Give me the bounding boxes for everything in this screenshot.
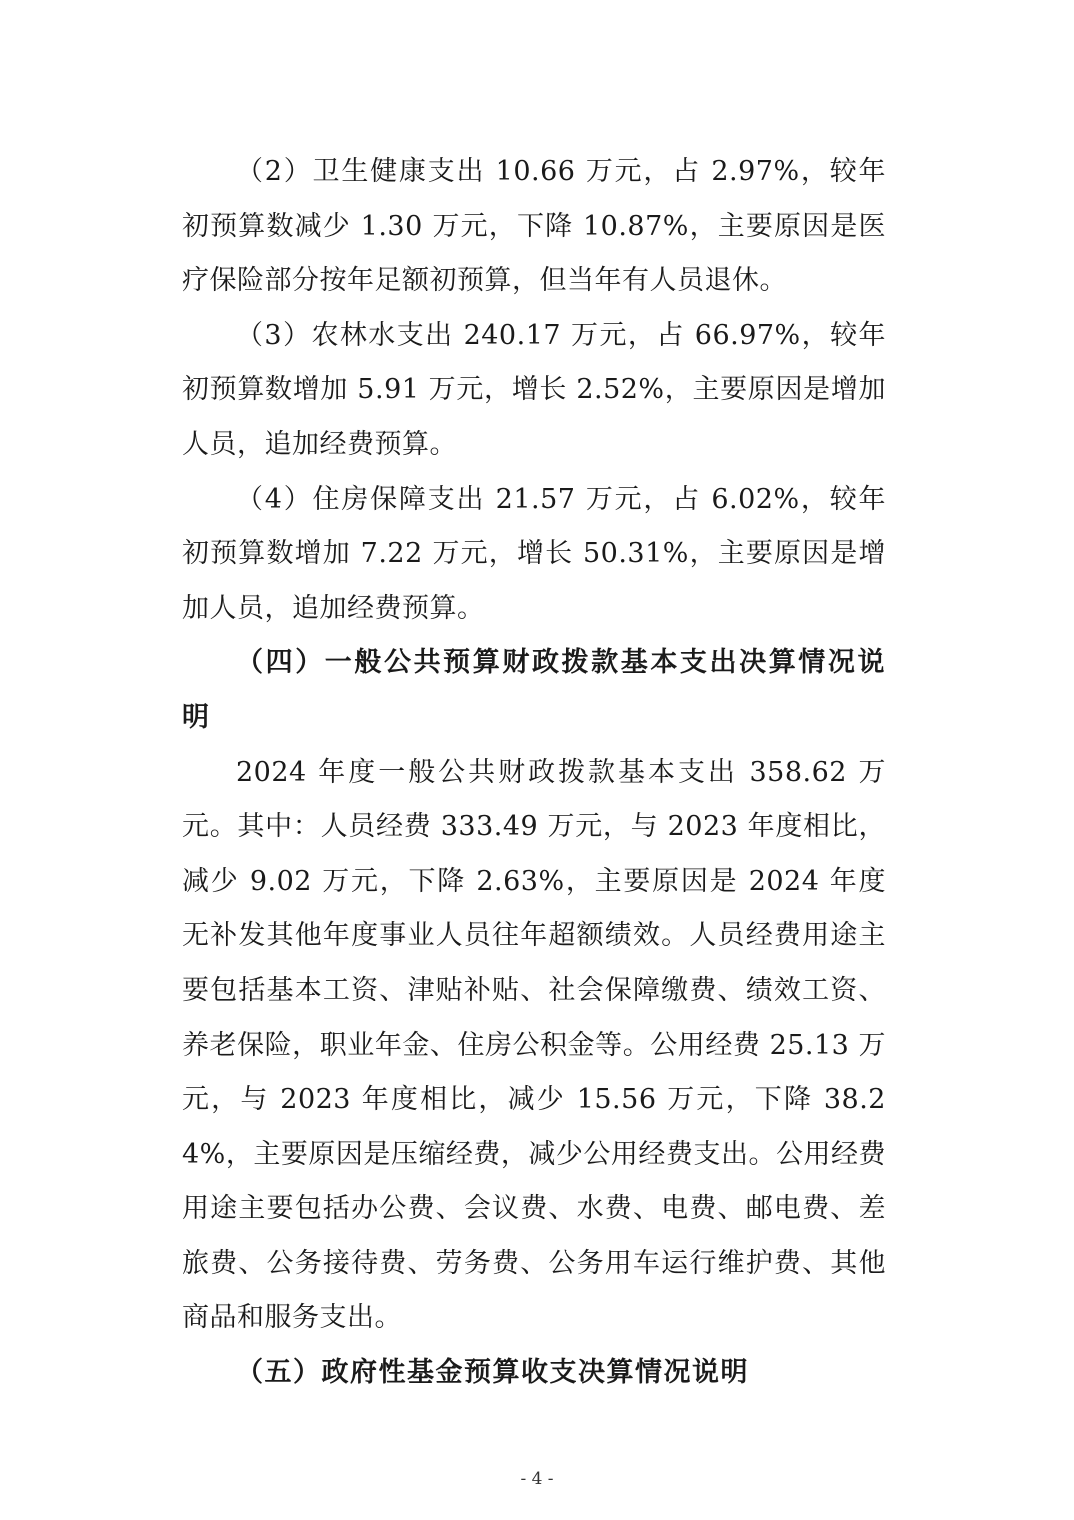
section-heading-basic-expenditure: （四）一般公共预算财政拨款基本支出决算情况说明 xyxy=(182,647,886,733)
section-heading-government-fund: （五）政府性基金预算收支决算情况说明 xyxy=(236,1357,749,1389)
page-number: - 4 - xyxy=(520,1469,554,1489)
paragraph-health-expenditure: （2）卫生健康支出 10.66 万元，占 2.97%，较年初预算数减少 1.30 万元，下降 10.87%，主要原因是医疗保险部分按年足额初预算，但当年有人员退休。 xyxy=(182,156,886,297)
paragraph-agriculture-expenditure: （3）农林水支出 240.17 万元，占 66.97%，较年初预算数增加 5.91 万元，增长 2.52%，主要原因是增加人员，追加经费预算。 xyxy=(182,319,886,460)
body-text xyxy=(182,145,886,1401)
paragraph-housing-expenditure: （4）住房保障支出 21.57 万元，占 6.02%，较年初预算数增加 7.22 万元，增长 50.31%，主要原因是增加人员，追加经费预算。 xyxy=(182,483,886,624)
paragraph-basic-expenditure-detail: 2024 年度一般公共财政拨款基本支出 358.62 万元。其中：人员经费 333.49 万元，与 2023 年度相比，减少 9.02 万元，下降 2.63%，主要原因是 2024 年度无补发其他年度事业人员往年超额绩效。人员经费用途主要包括基本工资、津贴补贴、社会保障缴费、绩效工资、养老保险，职业年金、住房公积金等。公用经费 25.13 万元，与 2023 年度相比，减少 15.56 万元，下降 38.24%，主要原因是压缩经费，减少公用经费支出。公用经费用途主要包括办公费、会议费、水费、电费、邮电费、差旅费、公务接待费、劳务费、公务用车运行维护费、其他商品和服务支出。 xyxy=(182,756,886,1334)
